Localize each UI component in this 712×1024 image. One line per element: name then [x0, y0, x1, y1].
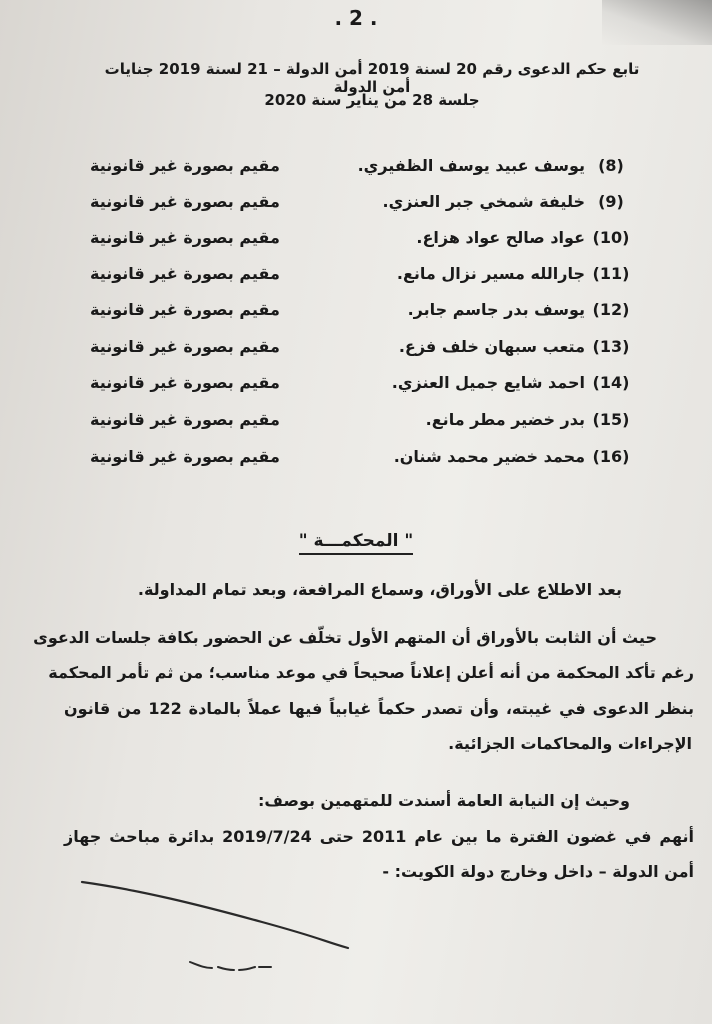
defendant-name: يوسف بدر جاسم جابر. — [407, 300, 585, 319]
body-line: وحيث إن النيابة العامة أسندت للمتهمين بوصف: — [258, 791, 630, 810]
defendant-status: مقيم بصورة غير قانونية — [90, 228, 280, 247]
body-line: أنهم في غضون الفترة ما بين عام 2011 حتى 2019/7/24 بدائرة مباحث جهاز — [64, 827, 695, 846]
defendant-number: (16) — [592, 447, 630, 466]
defendant-name: بدر خضير مطر مانع. — [425, 410, 585, 429]
case-header-line: تابع حكم الدعوى رقم 20 لسنة 2019 أمن الدولة – 21 لسنة 2019 جنايات أمن الدولة — [104, 60, 640, 96]
defendant-name: احمد شايع جميل العنزي. — [391, 373, 585, 392]
body-line: بنظر الدعوى في غيبته، وأن تصدر حكماً غيابياً فيها عملاً بالمادة 122 من قانون — [64, 699, 695, 718]
page-number: . 2 . — [334, 6, 378, 30]
defendant-name: متعب سبهان خلف فزع. — [398, 337, 585, 356]
defendant-name: عواد صالح عواد هزاع. — [416, 228, 585, 247]
defendant-number: (14) — [592, 373, 630, 392]
body-line: رغم تأكد المحكمة من أنه أعلن إعلاناً صحيحاً في موعد مناسب؛ من ثم تأمر المحكمة — [48, 663, 694, 682]
defendant-status: مقيم بصورة غير قانونية — [90, 156, 280, 175]
defendant-name: يوسف عبيد يوسف الظفيري. — [357, 156, 585, 175]
defendant-number: (9) — [598, 192, 624, 211]
body-line: حيث أن الثابت بالأوراق أن المتهم الأول تخلّف عن الحضور بكافة جلسات الدعوى — [33, 628, 657, 647]
defendant-status: مقيم بصورة غير قانونية — [90, 264, 280, 283]
defendant-status: مقيم بصورة غير قانونية — [90, 300, 280, 319]
defendant-name: خليفة شمخي جبر العنزي. — [382, 192, 585, 211]
defendant-number: (12) — [592, 300, 630, 319]
defendant-status: مقيم بصورة غير قانونية — [90, 337, 280, 356]
defendant-number: (11) — [592, 264, 630, 283]
defendant-number: (8) — [598, 156, 624, 175]
defendant-number: (13) — [592, 337, 630, 356]
defendant-number: (15) — [592, 410, 630, 429]
session-date-line: جلسة 28 من يناير سنة 2020 — [264, 91, 480, 109]
defendant-status: مقيم بصورة غير قانونية — [90, 373, 280, 392]
section-title-text: " المحكمـــة " — [299, 531, 413, 555]
defendant-status: مقيم بصورة غير قانونية — [90, 447, 280, 466]
defendant-status: مقيم بصورة غير قانونية — [90, 410, 280, 429]
body-line: أمن الدولة – داخل وخارج دولة الكويت: - — [382, 862, 694, 881]
defendant-status: مقيم بصورة غير قانونية — [90, 192, 280, 211]
body-line: الإجراءات والمحاكمات الجزائية. — [448, 734, 692, 753]
defendant-name: محمد خضير محمد شنان. — [393, 447, 585, 466]
defendant-name: جارالله مسير نزال مانع. — [396, 264, 585, 283]
defendant-number: (10) — [592, 228, 630, 247]
body-line: بعد الاطلاع على الأوراق، وسماع المرافعة، وبعد تمام المداولة. — [137, 580, 622, 599]
